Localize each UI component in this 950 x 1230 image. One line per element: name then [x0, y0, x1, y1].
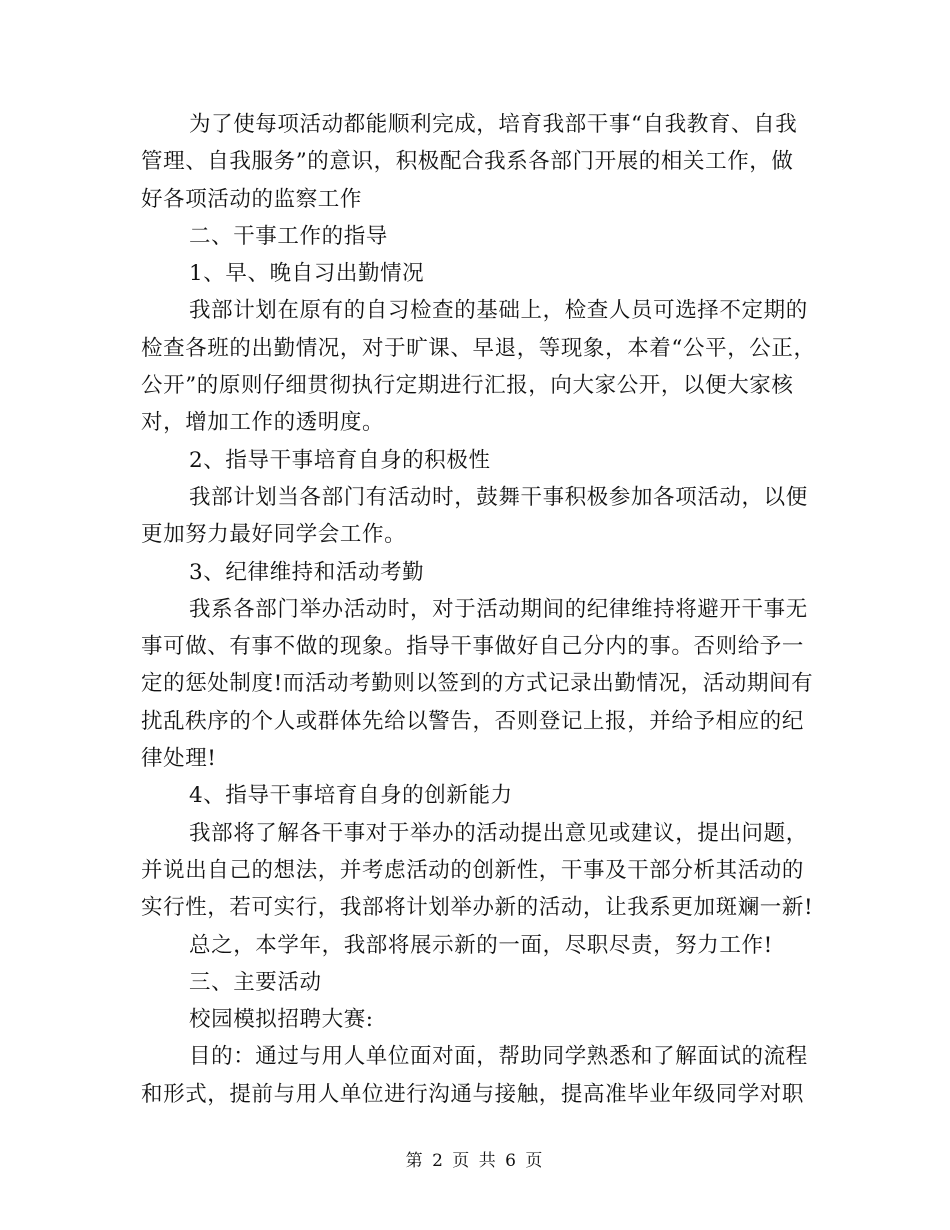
paragraph-line: 扰乱秩序的个人或群体先给以警告，否则登记上报，并给予相应的纪: [141, 708, 805, 734]
paragraph-line: 检查各班的出勤情况，对于旷课、早退，等现象，本着“公平，公正，: [141, 335, 816, 361]
section-heading: 三、主要活动: [189, 969, 322, 995]
paragraph-line: 我部将了解各干事对于举办的活动提出意见或建议，提出问题，: [189, 820, 808, 846]
paragraph-line: 事可做、有事不做的现象。指导干事做好自己分内的事。否则给予一: [141, 634, 805, 660]
paragraph-line: 实行性，若可实行，我部将计划举办新的活动，让我系更加斑斓一新!: [141, 895, 814, 921]
paragraph-line: 公开”的原则仔细贯彻执行定期进行汇报，向大家公开，以便大家核: [141, 373, 794, 399]
paragraph-line: 管理、自我服务”的意识，积极配合我系各部门开展的相关工作，做: [141, 149, 794, 175]
document-body: [141, 106, 816, 1113]
paragraph-line: 总之，本学年，我部将展示新的一面，尽职尽责，努力工作!: [189, 932, 773, 958]
paragraph-line: 定的惩处制度!而活动考勤则以签到的方式记录出勤情况，活动期间有: [141, 671, 814, 697]
subsection-heading: 2、指导干事培育自身的积极性: [189, 447, 491, 473]
paragraph-line: 对，增加工作的透明度。: [141, 410, 385, 436]
paragraph-line: 我系各部门举办活动时，对于活动期间的纪律维持将避开干事无: [189, 596, 808, 622]
subsection-heading: 4、指导干事培育自身的创新能力: [189, 783, 513, 809]
paragraph-line: 我部计划当各部门有活动时，鼓舞干事积极参加各项活动，以便: [189, 484, 808, 510]
paragraph-line: 目的：通过与用人单位面对面，帮助同学熟悉和了解面试的流程: [189, 1044, 808, 1070]
subsection-heading: 1、早、晚自习出勤情况: [189, 261, 425, 287]
section-heading: 二、干事工作的指导: [189, 223, 388, 249]
paragraph-line: 好各项活动的监察工作: [141, 186, 363, 212]
paragraph-line: 更加努力最好同学会工作。: [141, 522, 407, 548]
subsection-heading: 3、纪律维持和活动考勤: [189, 559, 425, 585]
paragraph-line: 校园模拟招聘大赛:: [189, 1007, 374, 1033]
paragraph-line: 和形式，提前与用人单位进行沟通与接触，提高准毕业年级同学对职: [141, 1081, 805, 1107]
page-number-footer: 第 2 页 共 6 页: [405, 1151, 545, 1171]
paragraph-line: 我部计划在原有的自习检查的基础上，检查人员可选择不定期的: [189, 298, 808, 324]
paragraph-line: 律处理!: [141, 746, 217, 772]
paragraph-line: 并说出自己的想法，并考虑活动的创新性，干事及干部分析其活动的: [141, 857, 805, 883]
paragraph-line: 为了使每项活动都能顺利完成，培育我部干事“自我教育、自我: [189, 112, 798, 137]
